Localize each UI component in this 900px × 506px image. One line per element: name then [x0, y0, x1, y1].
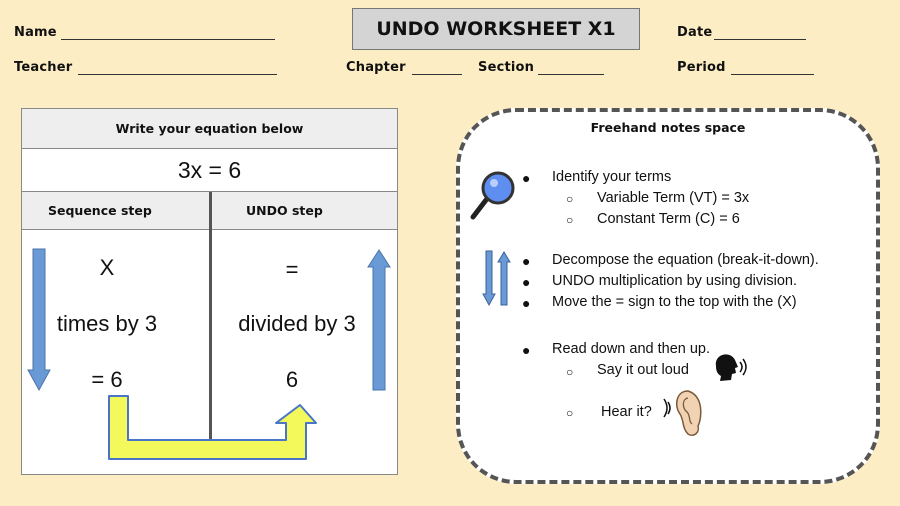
date-label: Date — [677, 25, 713, 40]
undo-item-divided: divided by 3 — [238, 311, 356, 336]
bullet: ● — [522, 295, 531, 311]
seq-item-x: X — [99, 255, 115, 280]
period-label: Period — [677, 60, 726, 75]
undo-item-6: 6 — [285, 367, 299, 392]
note-undo-multiplication: UNDO multiplication by using division. — [552, 273, 797, 289]
down-arrow-icon — [27, 248, 51, 392]
magnifier-icon — [470, 170, 518, 222]
section-field[interactable] — [538, 74, 604, 75]
notes-area[interactable] — [456, 108, 880, 484]
section-label: Section — [478, 60, 535, 75]
ear-icon — [662, 388, 708, 440]
notes-title: Freehand notes space — [590, 120, 746, 135]
bullet: ● — [522, 253, 531, 269]
note-read-down-up: Read down and then up. — [552, 341, 711, 357]
note-move-sign: Move the = sign to the top with the (X) — [552, 294, 797, 310]
bullet: ● — [522, 170, 531, 186]
note-variable-term: Variable Term (VT) = 3x — [597, 190, 750, 206]
seq-item-times: times by 3 — [56, 311, 158, 336]
note-hear-it: Hear it? — [601, 404, 652, 420]
teacher-label: Teacher — [14, 60, 73, 75]
speaking-head-icon — [712, 350, 750, 386]
chapter-field[interactable] — [412, 74, 462, 75]
up-arrow-icon — [367, 249, 391, 392]
undo-step-header: UNDO step — [212, 192, 397, 230]
teacher-field[interactable] — [78, 74, 277, 75]
bullet: ● — [522, 274, 531, 290]
sub-bullet: ○ — [566, 365, 574, 379]
chapter-label: Chapter — [346, 60, 406, 75]
sequence-step-header: Sequence step — [22, 192, 210, 230]
bullet: ● — [522, 342, 531, 358]
sub-bullet: ○ — [566, 213, 574, 227]
sub-bullet: ○ — [566, 406, 574, 420]
date-field[interactable] — [714, 39, 806, 40]
worksheet-title: UNDO WORKSHEET X1 — [352, 8, 640, 50]
note-say-it-out-loud: Say it out loud — [597, 362, 689, 378]
equation-text: 3x = 6 — [22, 149, 397, 192]
up-down-arrows-icon — [482, 250, 516, 308]
sub-bullet: ○ — [566, 192, 574, 206]
note-identify: Identify your terms — [552, 169, 672, 185]
table-heading: Write your equation below — [22, 109, 397, 149]
period-field[interactable] — [731, 74, 814, 75]
note-constant-term: Constant Term (C) = 6 — [597, 211, 740, 227]
seq-item-equals-6: = 6 — [91, 367, 123, 392]
undo-item-equals: = — [285, 257, 299, 282]
note-decompose: Decompose the equation (break-it-down). — [552, 252, 819, 268]
name-field[interactable] — [61, 39, 275, 40]
u-turn-arrow-icon — [104, 395, 318, 465]
name-label: Name — [14, 25, 57, 40]
